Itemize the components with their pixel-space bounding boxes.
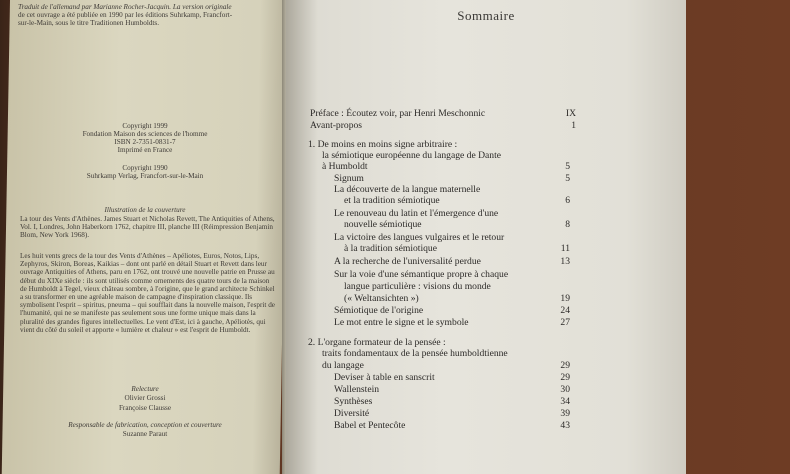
toc-entry: à Humboldt bbox=[322, 161, 368, 172]
suhrkamp-line: Suhrkamp Verlag, Francfort-sur-le-Main bbox=[86, 172, 204, 180]
relecture-heading: Relecture bbox=[131, 385, 159, 393]
toc-entry: Sur la voie d'une sémantique propre à chaque bbox=[334, 269, 509, 280]
relecture-name-2: Françoise Clausse bbox=[118, 404, 172, 412]
toc-page: 5 bbox=[565, 173, 570, 184]
toc-page: 27 bbox=[560, 317, 570, 328]
toc-page: 1 bbox=[571, 120, 576, 131]
toc-entry: La découverte de la langue maternelle bbox=[334, 184, 481, 195]
toc-entry: Préface : Écoutez voir, par Henri Meschonnic bbox=[310, 108, 486, 119]
toc-entry: 1. De moins en moins signe arbitraire : bbox=[308, 139, 458, 150]
toc-entry: la sémiotique européenne du langage de Dante bbox=[322, 150, 502, 161]
translation-note-line-1: Traduit de l'allemand par Marianne Rocher-Jacquin. La version originale bbox=[18, 3, 232, 11]
translation-note-line-3: sur-le-Main, sous le titre Traditionen Humboldts. bbox=[18, 19, 160, 27]
toc-page: 43 bbox=[560, 420, 570, 431]
toc-entry: nouvelle sémiotique bbox=[344, 219, 422, 230]
copyright-line: Copyright 1999 bbox=[122, 122, 168, 130]
toc-entry: Diversité bbox=[334, 408, 370, 419]
toc-entry: Sémiotique de l'origine bbox=[334, 305, 424, 316]
toc-entry: Wallenstein bbox=[334, 384, 380, 395]
toc-page: 5 bbox=[565, 161, 570, 172]
toc-page: 24 bbox=[560, 305, 570, 316]
toc-page: 39 bbox=[560, 408, 570, 419]
toc-page: 34 bbox=[560, 396, 570, 407]
responsable-name: Suzanne Paraut bbox=[122, 430, 168, 438]
toc-entry: à la tradition sémiotique bbox=[344, 243, 437, 254]
toc-entry: Le mot entre le signe et le symbole bbox=[334, 317, 469, 328]
relecture-name-1: Olivier Grossi bbox=[124, 394, 166, 402]
toc-page: 6 bbox=[565, 195, 570, 206]
toc-entry: langue particulière : visions du monde bbox=[344, 281, 491, 292]
toc-entry: (« Weltansichten ») bbox=[344, 293, 419, 304]
toc-entry: 2. L'organe formateur de la pensée : bbox=[308, 337, 446, 348]
toc-page: 29 bbox=[560, 372, 570, 383]
printed-line: Imprimé en France bbox=[117, 146, 173, 154]
page-title: Sommaire bbox=[457, 8, 515, 23]
toc-page: 8 bbox=[565, 219, 570, 230]
responsable-heading: Responsable de fabrication, conception et couverture bbox=[68, 421, 222, 429]
toc-page: IX bbox=[565, 108, 576, 119]
toc-entry: Babel et Pentecôte bbox=[334, 420, 406, 431]
cover-description: La tour des Vents d'Athènes. James Stuart et Nicholas Revett, The Antiquities of Athens, Vol. I, Londres, John Haberkorn 1762, chapitre III, planche III (Réimpression Benjamin Blom, New York 1968). bbox=[20, 215, 275, 240]
toc-entry: La victoire des langues vulgaires et le retour bbox=[334, 232, 505, 243]
toc-page: 19 bbox=[560, 293, 570, 304]
toc-entry: Avant-propos bbox=[310, 120, 363, 131]
toc-entry: du langage bbox=[322, 360, 364, 371]
toc-page: 30 bbox=[560, 384, 570, 395]
translation-note-line-2: de cet ouvrage a été publiée en 1990 par les éditions Suhrkamp, Francfort- bbox=[18, 11, 233, 19]
toc-page: 13 bbox=[560, 256, 570, 267]
toc-entry: Signum bbox=[334, 173, 364, 184]
cover-heading: Illustration de la couverture bbox=[104, 206, 186, 214]
copyright2-line: Copyright 1990 bbox=[122, 164, 168, 172]
isbn-line: ISBN 2-7351-0831-7 bbox=[114, 138, 176, 146]
toc-entry: Synthèses bbox=[334, 396, 373, 407]
toc-entry: Deviser à table en sanscrit bbox=[334, 372, 435, 383]
toc-page: 29 bbox=[560, 360, 570, 371]
toc-page: 11 bbox=[560, 243, 570, 254]
toc-entry: Le renouveau du latin et l'émergence d'une bbox=[334, 208, 499, 219]
publisher-line: Fondation Maison des sciences de l'homme bbox=[82, 130, 208, 138]
toc-entry: et la tradition sémiotique bbox=[344, 195, 440, 206]
cover-wind-text: Les huit vents grecs de la tour des Vents d'Athènes – Apéliotes, Euros, Notos, Lips, Zephyros, Skiron, Boreas, Kaikias – dont ont parlé en détail Stuart et Revett dans leur ouvrage Antiquities of Athens, paru en 1762, ont trouvé une nouvelle patrie en Prusse au début du XIXe siècle : ils sont utilisés comme ornements des quatre tours de la maison de Humboldt à Tegel, vieux château sombre, à l'origine, que le grand architecte Schinkel a su transformer en une agréable maison de campagne d'inspiration classique. Ils symbolisent l'esprit – spiritus, pneuma – qui soufflait dans la nouvelle maison, l'esprit de l'humanité, qui ne se manifeste pas seulement sous une forme unique mais dans la pluralité des grandes figures intellectuelles. Le vent d'Est, ici à gauche, Apéliotès, qui vient du côté du soleil et apporte « lumière et chaleur » est l'esprit de Humboldt. bbox=[20, 252, 275, 334]
toc-entry: A la recherche de l'universalité perdue bbox=[334, 256, 481, 267]
toc-entry: traits fondamentaux de la pensée humboldtienne bbox=[322, 348, 508, 359]
